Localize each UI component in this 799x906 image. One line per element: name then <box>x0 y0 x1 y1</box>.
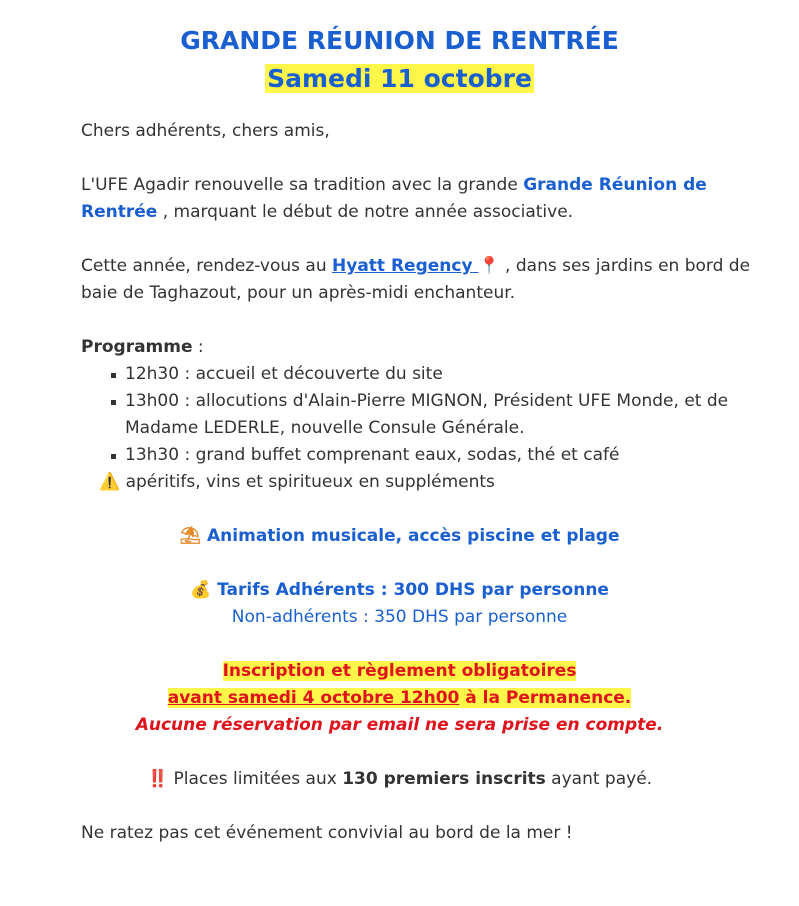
places-pre: Places limitées aux <box>173 769 343 789</box>
closing-line: Ne ratez pas cet événement convivial au bord de la mer ! <box>81 823 573 843</box>
list-item: 12h30 : accueil et découverte du site <box>125 361 759 388</box>
list-item: 13h30 : grand buffet comprenant eaux, sodas, thé et café <box>125 442 759 469</box>
double-exclamation-icon: ‼️ <box>146 769 169 789</box>
event-title: GRANDE RÉUNION DE RENTRÉE <box>180 26 619 55</box>
venue-post: , dans ses jardins en bord de baie de Taghazout, pour un après-midi enchanteur. <box>81 256 751 303</box>
greeting: Chers adhérents, chers amis, <box>81 121 330 141</box>
programme-note <box>99 469 759 496</box>
intro-pre: L'UFE Agadir renouvelle sa tradition avec la grande <box>81 175 524 195</box>
places-line <box>0 766 799 793</box>
programme-note-text: apéritifs, vins et spiritueux en suppléments <box>125 472 495 492</box>
tarifs-non-members: Non-adhérents : 350 DHS par personne <box>231 607 568 627</box>
programme-label: Programme <box>81 337 193 357</box>
inscription-place: à la Permanence. <box>459 688 632 708</box>
intro-highlight: Grande Réunion de Rentrée <box>81 175 707 222</box>
event-date-wrapper <box>0 63 799 96</box>
intro-paragraph <box>81 172 759 226</box>
warning-icon: ⚠️ <box>99 472 121 492</box>
beach-umbrella-icon: ⛱ <box>179 526 202 546</box>
venue-paragraph <box>81 253 759 307</box>
intro-post: , marquant le début de notre année associative. <box>157 202 574 222</box>
places-post: ayant payé. <box>545 769 653 789</box>
round-pushpin-icon: 📍 <box>478 256 500 276</box>
inscription-line1-wrapper <box>0 658 799 685</box>
programme-suffix: : <box>192 337 204 357</box>
inscription-line1: Inscription et règlement obligatoires <box>222 661 577 681</box>
inscription-line2-wrapper <box>0 685 799 712</box>
animation-line <box>0 523 799 550</box>
programme-heading <box>81 334 759 361</box>
places-bold: 130 premiers inscrits <box>342 769 546 789</box>
tarifs-members-line <box>0 577 799 604</box>
inscription-line2 <box>168 688 632 708</box>
venue-link[interactable] <box>332 256 500 276</box>
animation-text: Animation musicale, accès piscine et plage <box>207 526 620 546</box>
event-date: Samedi 11 octobre <box>267 64 532 93</box>
venue-pre: Cette année, rendez-vous au <box>81 256 333 276</box>
list-item: 13h00 : allocutions d'Alain-Pierre MIGNON, Président UFE Monde, et de Madame LEDERLE, nouvelle Consule Générale. <box>125 388 759 442</box>
tarifs-members: Tarifs Adhérents : 300 DHS par personne <box>217 580 609 600</box>
money-bag-icon: 💰 <box>190 580 212 600</box>
venue-link-text: Hyatt Regency <box>332 256 473 276</box>
email-body <box>0 25 799 847</box>
programme-list <box>81 361 759 469</box>
inscription-warning: Aucune réservation par email ne sera prise en compte. <box>135 715 664 735</box>
inscription-deadline: avant samedi 4 octobre 12h00 <box>167 688 460 708</box>
